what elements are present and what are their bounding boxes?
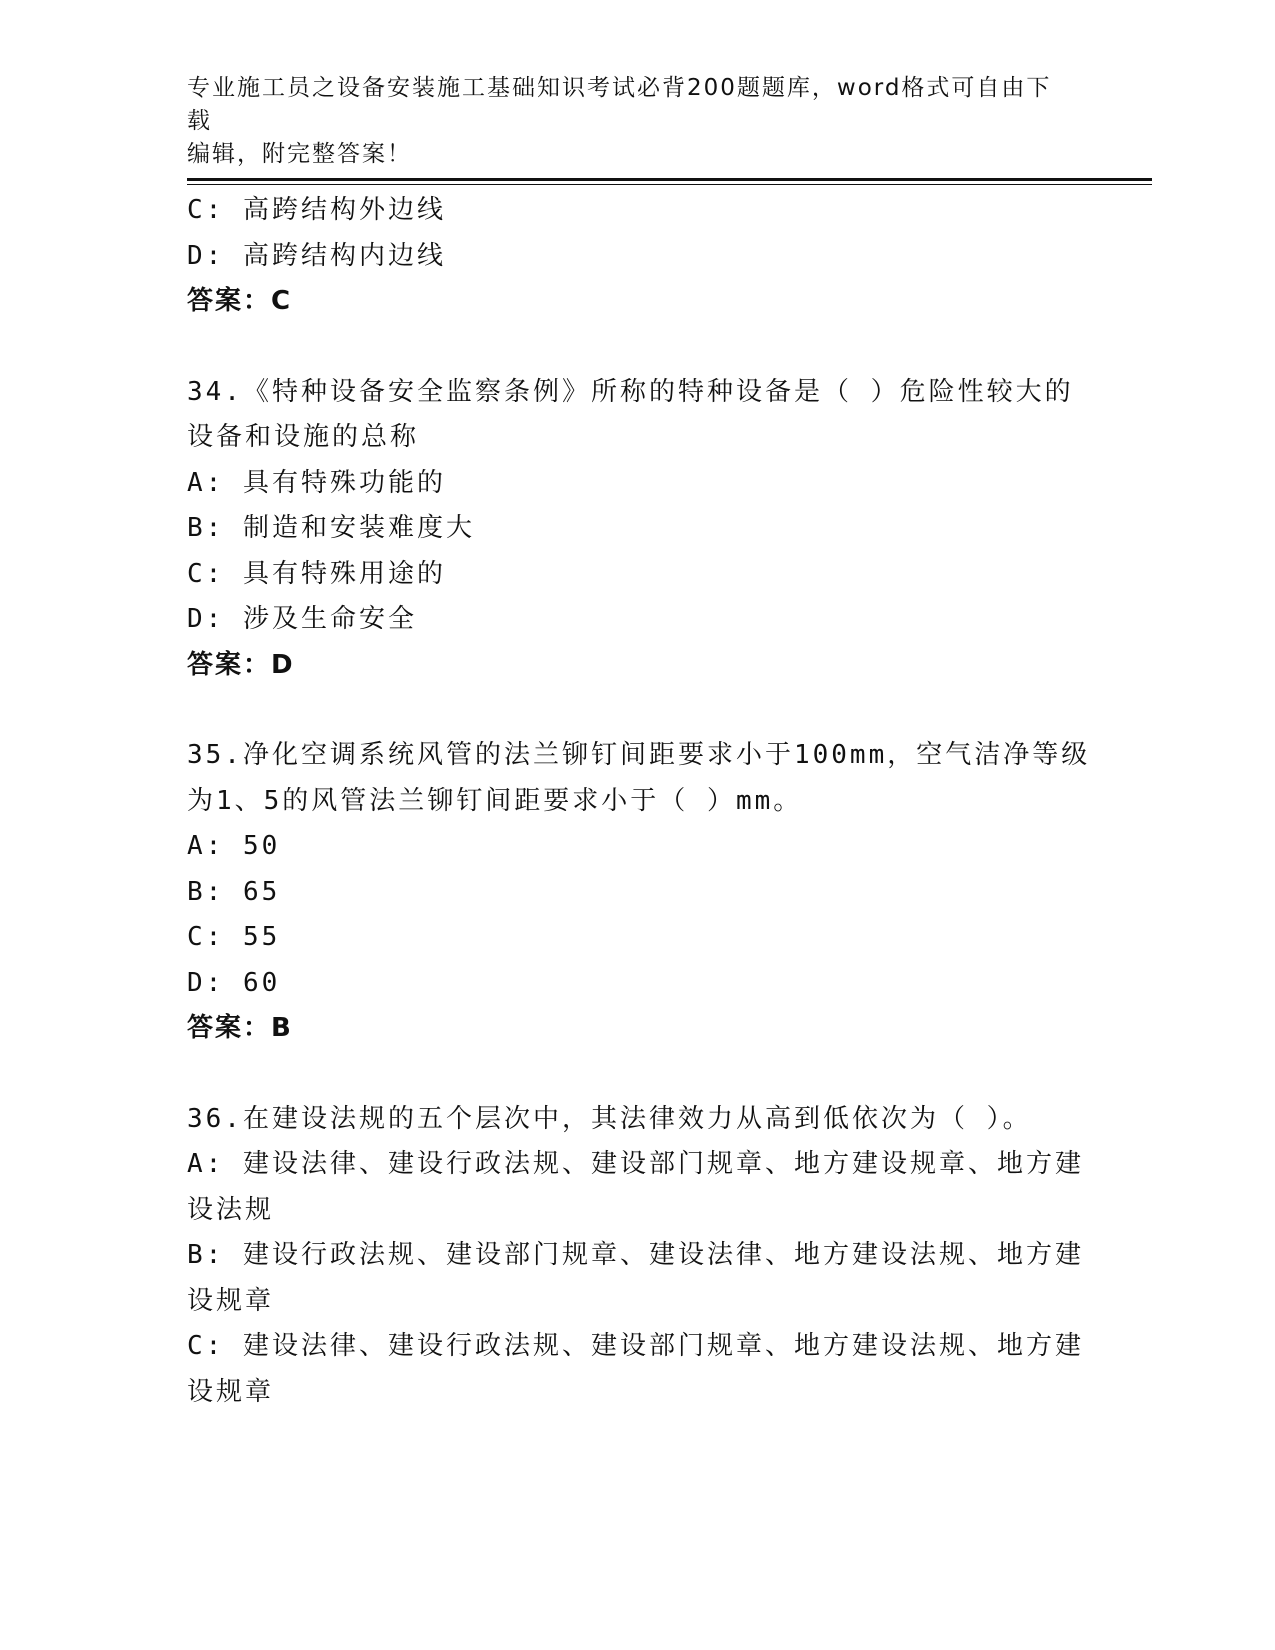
question-36 [187, 1097, 1087, 1416]
q34-stem-line1: 34.《特种设备安全监察条例》所称的特种设备是（ ）危险性较大的 [187, 376, 1074, 407]
document-header [187, 72, 1067, 171]
q36-option-c-line1: C: 建设法律、建设行政法规、建设部门规章、地方建设法规、地方建 [187, 1331, 1084, 1361]
q34-option-c: C: 具有特殊用途的 [187, 558, 446, 589]
q36-option-a-line1: A: 建设法律、建设行政法规、建设部门规章、地方建设规章、地方建 [187, 1149, 1084, 1179]
q35-answer: 答案：B [187, 1013, 293, 1043]
q34-answer: 答案：D [187, 649, 295, 680]
header-title-line1: 专业施工员之设备安装施工基础知识考试必背200题题库，word格式可自由下载 [187, 75, 1052, 134]
question-34 [187, 370, 1087, 689]
question-35 [187, 733, 1091, 1052]
q36-option-b-line1: B: 建设行政法规、建设部门规章、建设法律、地方建设法规、地方建 [187, 1240, 1084, 1270]
q36-option-a-line2: 设法规 [187, 1194, 275, 1225]
spacer [187, 688, 1087, 733]
q35-option-c: C: 55 [187, 922, 281, 952]
header-divider-thick [187, 178, 1152, 181]
spacer [187, 1052, 1087, 1097]
q35-option-d: D: 60 [187, 967, 281, 998]
q34-option-a: A: 具有特殊功能的 [187, 467, 446, 498]
document-body [187, 188, 1091, 1415]
q34-option-d: D: 涉及生命安全 [187, 604, 417, 634]
q36-option-c-line2: 设规章 [187, 1376, 275, 1407]
header-divider-thin [187, 184, 1152, 185]
q34-option-b: B: 制造和安装难度大 [187, 513, 475, 543]
q36-stem-line1: 36.在建设法规的五个层次中，其法律效力从高到低依次为（ ）。 [187, 1103, 1032, 1134]
q35-stem-line1: 35.净化空调系统风管的法兰铆钉间距要求小于100mm，空气洁净等级 [187, 740, 1091, 770]
q33-answer: 答案：C [187, 286, 293, 316]
q35-option-a: A: 50 [187, 831, 281, 861]
spacer [187, 325, 1087, 370]
q35-option-b: B: 65 [187, 876, 281, 907]
question-33 [187, 188, 1087, 325]
header-title-line2: 编辑，附完整答案！ [187, 141, 412, 167]
q35-stem-line2: 为1、5的风管法兰铆钉间距要求小于（ ）mm。 [187, 785, 803, 816]
q36-option-b-line2: 设规章 [187, 1285, 275, 1316]
q34-stem-line2: 设备和设施的总称 [187, 422, 420, 452]
q33-option-d: D: 高跨结构内边线 [187, 240, 446, 271]
q33-option-c: C: 高跨结构外边线 [187, 195, 446, 225]
